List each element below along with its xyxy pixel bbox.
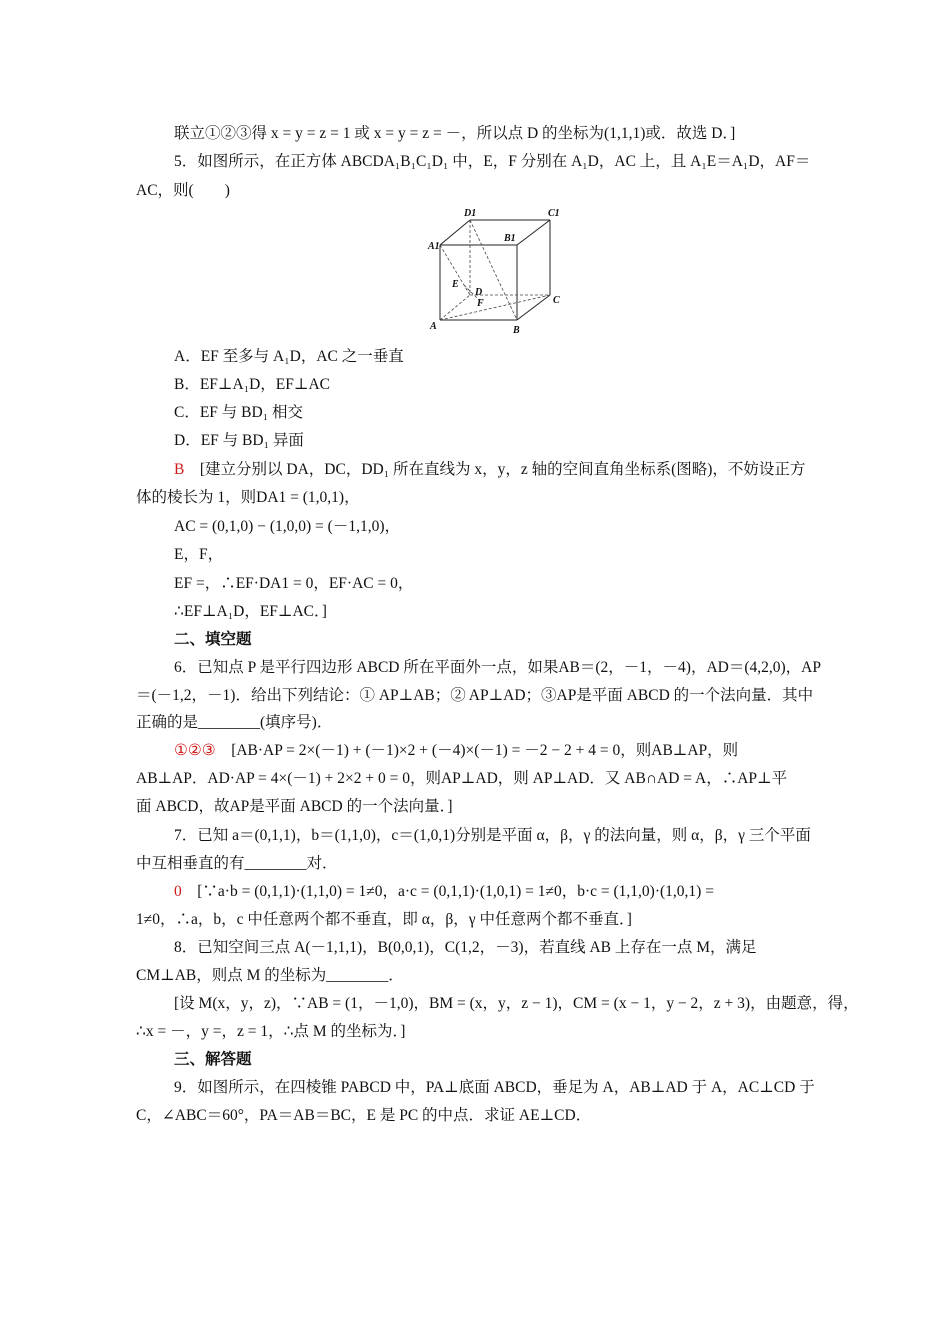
text-line-l19	[136, 769, 816, 789]
line-text: 正确的是________(填序号)．	[136, 714, 333, 731]
text-line-l13	[174, 602, 816, 622]
text-line-l16	[136, 686, 816, 706]
label-a: A	[430, 321, 437, 332]
text-line-l23	[174, 882, 816, 902]
text-line-l07	[174, 431, 816, 451]
text-line-l22	[136, 854, 816, 874]
line-text: E，F，	[174, 546, 224, 563]
text-line-l01	[174, 124, 816, 144]
line-text: A．EF 至多与 A₁D，AC 之一垂直	[174, 348, 404, 365]
text-line-l28	[136, 1022, 816, 1042]
line-text: 体的棱长为 1，则DA1 = (1,0,1)，	[136, 489, 360, 506]
line-text: CM⊥AB，则点 M 的坐标为________．	[136, 967, 404, 984]
line-text: 二、填空题	[174, 631, 252, 648]
line-text: 联立①②③得 x = y = z = 1 或 x = y = z = －，所以点 D 的坐标为(1,1,1)或．故选 D．]	[174, 125, 736, 142]
text-line-l24	[136, 910, 816, 930]
line-text: [∵a·b = (0,1,1)·(1,1,0) = 1≠0，a·c = (0,1,1)·(1,0,1) = 1≠0，b·c = (1,1,0)·(1,0,1) =	[197, 883, 714, 900]
text-line-l29	[174, 1050, 816, 1070]
text-line-l12	[174, 574, 816, 594]
text-line-l25	[174, 938, 816, 958]
label-c1: C1	[548, 208, 560, 219]
line-text: AC，则( )	[136, 182, 230, 199]
line-text: [AB·AP = 2×(－1) + (－1)×2 + (－4)×(－1) = －2 − 2 + 4 = 0，则AB⊥AP，则	[231, 742, 739, 759]
line-text: 9．如图所示，在四棱锥 PABCD 中，PA⊥底面 ABCD，垂足为 A，AB⊥AD 于 A，AC⊥CD 于	[174, 1079, 815, 1096]
line-text: AC = (0,1,0) − (1,0,0) = (－1,1,0)，	[174, 518, 400, 535]
label-d: D	[475, 287, 483, 298]
line-text: AB⊥AP．AD·AP = 4×(－1) + 2×2 + 0 = 0，则AP⊥AD，则 AP⊥AD．又 AB∩AD = A，∴AP⊥平	[136, 770, 788, 787]
line-text: ∴EF⊥A₁D，EF⊥AC．]	[174, 603, 327, 620]
text-line-l11	[174, 545, 816, 565]
answer-marker: 0	[174, 883, 182, 900]
line-text: 5．如图所示，在正方体 ABCDA₁B₁C₁D₁ 中，E，F 分别在 A₁D，AC 上，且 A₁E＝A₁D，AF＝	[174, 153, 811, 170]
line-text: 三、解答题	[174, 1051, 252, 1068]
text-line-l06	[174, 403, 816, 423]
text-line-l04	[174, 347, 816, 367]
text-line-l27	[174, 994, 859, 1014]
text-line-l08	[174, 460, 816, 480]
text-line-l10	[174, 517, 816, 537]
line-text: 7．已知 a＝(0,1,1)，b＝(1,1,0)，c＝(1,0,1)分别是平面 α，β，γ 的法向量，则 α，β，γ 三个平面	[174, 827, 811, 844]
text-line-l21	[174, 826, 816, 846]
label-f: F	[477, 298, 484, 309]
answer-marker: B	[174, 461, 185, 478]
answer-marker: ①②③	[174, 742, 216, 759]
text-line-l03	[136, 181, 816, 201]
text-line-l30	[174, 1078, 816, 1098]
line-text: ＝(－1,2，－1)．给出下列结论：① AP⊥AB；② AP⊥AD；③AP是平面 ABCD 的一个法向量．其中	[136, 687, 814, 704]
text-line-l20	[136, 797, 816, 817]
text-line-l02	[174, 152, 816, 172]
line-text: ∴x = －，y =，z = 1，∴点 M 的坐标为．]	[136, 1023, 406, 1040]
line-text: [建立分别以 DA，DC，DD₁ 所在直线为 x，y，z 轴的空间直角坐标系(图略)，不妨设正方	[199, 461, 806, 478]
line-text: 中互相垂直的有________对．	[136, 855, 338, 872]
text-line-l15	[174, 658, 821, 678]
cube-figure	[420, 205, 570, 340]
line-text: 8．已知空间三点 A(－1,1,1)，B(0,0,1)，C(1,2，－3)，若直线 AB 上存在一点 M，满足	[174, 939, 757, 956]
line-text: D．EF 与 BD₁ 异面	[174, 432, 304, 449]
text-line-l05	[174, 375, 816, 395]
text-line-l14	[174, 630, 816, 650]
text-line-l17	[136, 713, 816, 733]
line-text: 面 ABCD，故AP是平面 ABCD 的一个法向量．]	[136, 798, 453, 815]
line-text: C．EF 与 BD₁ 相交	[174, 404, 303, 421]
line-text: EF =，∴EF·DA1 = 0，EF·AC = 0，	[174, 575, 414, 592]
label-b1: B1	[504, 233, 516, 244]
line-text: 6．已知点 P 是平行四边形 ABCD 所在平面外一点，如果AB＝(2，－1，－4)，AD＝(4,2,0)，AP	[174, 659, 821, 676]
label-a1: A1	[428, 241, 440, 252]
label-b: B	[513, 325, 520, 336]
text-line-l26	[136, 966, 816, 986]
label-d1: D1	[464, 208, 477, 219]
text-line-l31	[136, 1106, 816, 1126]
line-text: 1≠0，∴a，b，c 中任意两个都不垂直，即 α，β，γ 中任意两个都不垂直．]	[136, 911, 632, 928]
line-text: C，∠ABC＝60°，PA＝AB＝BC，E 是 PC 的中点．求证 AE⊥CD．	[136, 1107, 592, 1124]
line-text: [设 M(x，y，z)，∵AB = (1，－1,0)，BM = (x，y，z − 1)，CM = (x − 1，y − 2，z + 3)，由题意，得，	[174, 995, 859, 1012]
label-e: E	[452, 279, 459, 290]
text-line-l18	[174, 741, 816, 761]
line-text: B．EF⊥A₁D，EF⊥AC	[174, 376, 330, 393]
text-line-l09	[136, 488, 816, 508]
label-c: C	[553, 295, 560, 306]
